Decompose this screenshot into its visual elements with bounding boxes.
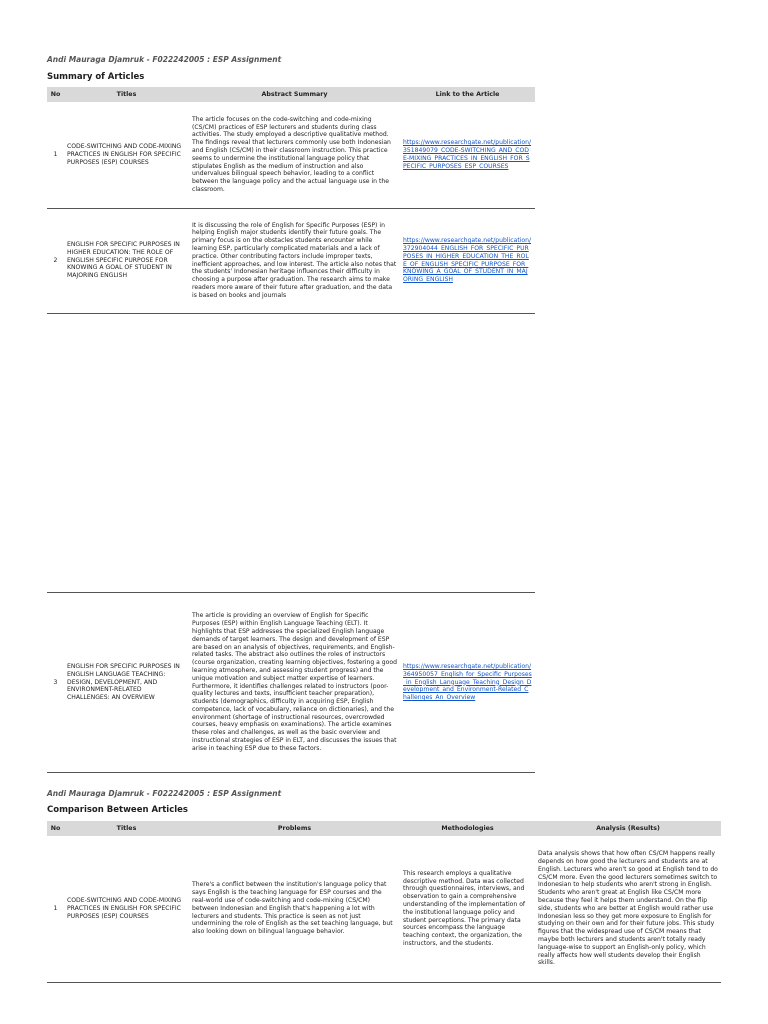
row-number: 3 — [47, 593, 64, 773]
abstract-summary: The article focuses on the code-switching and code-mixing (CS/CM) practices of ESP lecturers and students during class activities. The study employed a descriptive qualitative method. The findings reveal that lecturers commonly use both Indonesian and English (CS/CM) in their classroom instruction. This practice seems to undermine the institutional language policy that stipulates English as the medium of instruction and also undervalues bilingual speech behavior, leading to a conflict between the language policy and the actual language use in the classroom. — [189, 102, 400, 208]
comparison-section-title: Comparison Between Articles — [47, 805, 188, 815]
problems-cell: There's a conflict between the institution's language policy that says English is the teaching language for ESP courses and the real-world use of code-switching and code-mixing (CS/CM) between Indonesian and English that's happening a lot with lecturers and students. This practice is seen as not just undermining the role of English as the set teaching language, but also looking down on bilingual language behavior. — [189, 836, 400, 982]
row-number: 2 — [47, 208, 64, 313]
article-title: CODE-SWITCHING AND CODE-MIXING PRACTICES IN ENGLISH FOR SPECIFIC PURPOSES (ESP) COURSES — [64, 836, 189, 982]
comparison-table — [47, 821, 721, 983]
row-number: 1 — [47, 102, 64, 208]
document-header: Andi Mauraga Djamruk - F022242005 : ESP Assignment — [47, 789, 282, 798]
article-title: CODE-SWITCHING AND CODE-MIXING PRACTICES IN ENGLISH FOR SPECIFIC PURPOSES (ESP) COURSES — [64, 102, 189, 208]
column-header-problems: Problems — [189, 821, 400, 836]
article-link[interactable]: https://www.researchgate.net/publication/351849079_CODE-SWITCHING_AND_CODE-MIXING_PRACTICES_IN_ENGLISH_FOR_SPECIFIC_PURPOSES_ESP_COURSES — [400, 102, 535, 208]
table-row — [47, 593, 535, 773]
column-header-titles: Titles — [64, 821, 189, 836]
column-header-analysis: Analysis (Results) — [535, 821, 721, 836]
column-header-abstract: Abstract Summary — [189, 87, 400, 102]
methodologies-cell: This research employs a qualitative descriptive method. Data was collected through questionnaires, interviews, and observation to gain a comprehensive understanding of the implementation of the institutional language policy and student perceptions. The primary data sources encompass the language teaching context, the organization, the instructors, and the students. — [400, 836, 535, 982]
comparison-header-row — [47, 821, 721, 836]
table-row — [47, 102, 535, 208]
column-header-titles: Titles — [64, 87, 189, 102]
table-row — [47, 208, 535, 313]
article-link[interactable]: https://www.researchgate.net/publication/372904044_ENGLISH_FOR_SPECIFIC_PURPOSES_IN_HIGHER_EDUCATION_THE_ROLE_OF_ENGLISH_SPECIFIC_PURPOSE_FOR_KNOWING_A_GOAL_OF_STUDENT_IN_MAJORING_ENGLISH — [400, 208, 535, 313]
column-header-methodologies: Methodologies — [400, 821, 535, 836]
column-header-link: Link to the Article — [400, 87, 535, 102]
summary-section-title: Summary of Articles — [47, 72, 145, 82]
article-title: ENGLISH FOR SPECIFIC PURPOSES IN HIGHER EDUCATION: THE ROLE OF ENGLISH SPECIFIC PURPOSE FOR KNOWING A GOAL OF STUDENT IN MAJORING ENGLISH — [64, 208, 189, 313]
document-header: Andi Mauraga Djamruk - F022242005 : ESP Assignment — [47, 55, 282, 64]
article-link[interactable]: https://www.researchgate.net/publication/364950057_English_for_Specific_Purposes_in_English_Language_Teaching_Design_Development_and_Environment-Related_Challenges_An_Overview — [400, 593, 535, 773]
abstract-summary: The article is providing an overview of English for Specific Purposes (ESP) within English Language Teaching (ELT). It highlights that ESP addresses the specialized English language demands of target learners. The design and development of ESP are based on an analysis of objectives, requirements, and English-related tasks. The abstract also outlines the roles of instructors (course organization, creating learning objectives, fostering a good learning atmosphere, and assessing student progress) and the unique motivation and subject matter expertise of learners. Furthermore, it identifies challenges related to instructors (poor-quality lectures and texts, insufficient teacher preparation), students (demographics, difficulty in acquiring ESP, English competence, lack of vocabulary, reliance on dictionaries), and the environment (shortage of instructional resources, overcrowded courses, heavy emphasis on examinations). The article examines these roles and challenges, as well as the basic overview and instructional strategies of ESP in ELT, and discusses the issues that arise in teaching ESP due to these factors. — [189, 593, 400, 773]
summary-header-row — [47, 87, 535, 102]
summary-table — [47, 87, 535, 314]
table-row — [47, 836, 721, 982]
row-number: 1 — [47, 836, 64, 982]
summary-table-continued — [47, 592, 535, 773]
analysis-cell: Data analysis shows that how often CS/CM happens really depends on how good the lecturers and students are at English. Lecturers who aren't so good at English tend to do CS/CM more. Even the good lecturers sometimes switch to Indonesian to help students who aren't strong in English. Students who aren't great at English like CS/CM more because they feel it helps them understand. On the flip side, students who are better at English would rather use Indonesian less so they get more exposure to English for studying on their own and for their future jobs. This study figures that the widespread use of CS/CM means that maybe both lecturers and students aren't totally ready language-wise to support an English-only policy, which really affects how well students develop their English skills. — [535, 836, 721, 982]
column-header-no: No — [47, 821, 64, 836]
abstract-summary: It is discussing the role of English for Specific Purposes (ESP) in helping English major students identify their future goals. The primary focus is on the obstacles students encounter while learning ESP, particularly complicated materials and a lack of practice. Other contributing factors include improper texts, inefficient approaches, and low interest. The article also notes that the students' Indonesian heritage influences their difficulty in choosing a purpose after graduation. The research aims to make readers more aware of their future after graduation, and the data is based on books and journals — [189, 208, 400, 313]
article-title: ENGLISH FOR SPECIFIC PURPOSES IN ENGLISH LANGUAGE TEACHING: DESIGN, DEVELOPMENT, AND ENVIRONMENT-RELATED CHALLENGES: AN OVERVIEW — [64, 593, 189, 773]
column-header-no: No — [47, 87, 64, 102]
